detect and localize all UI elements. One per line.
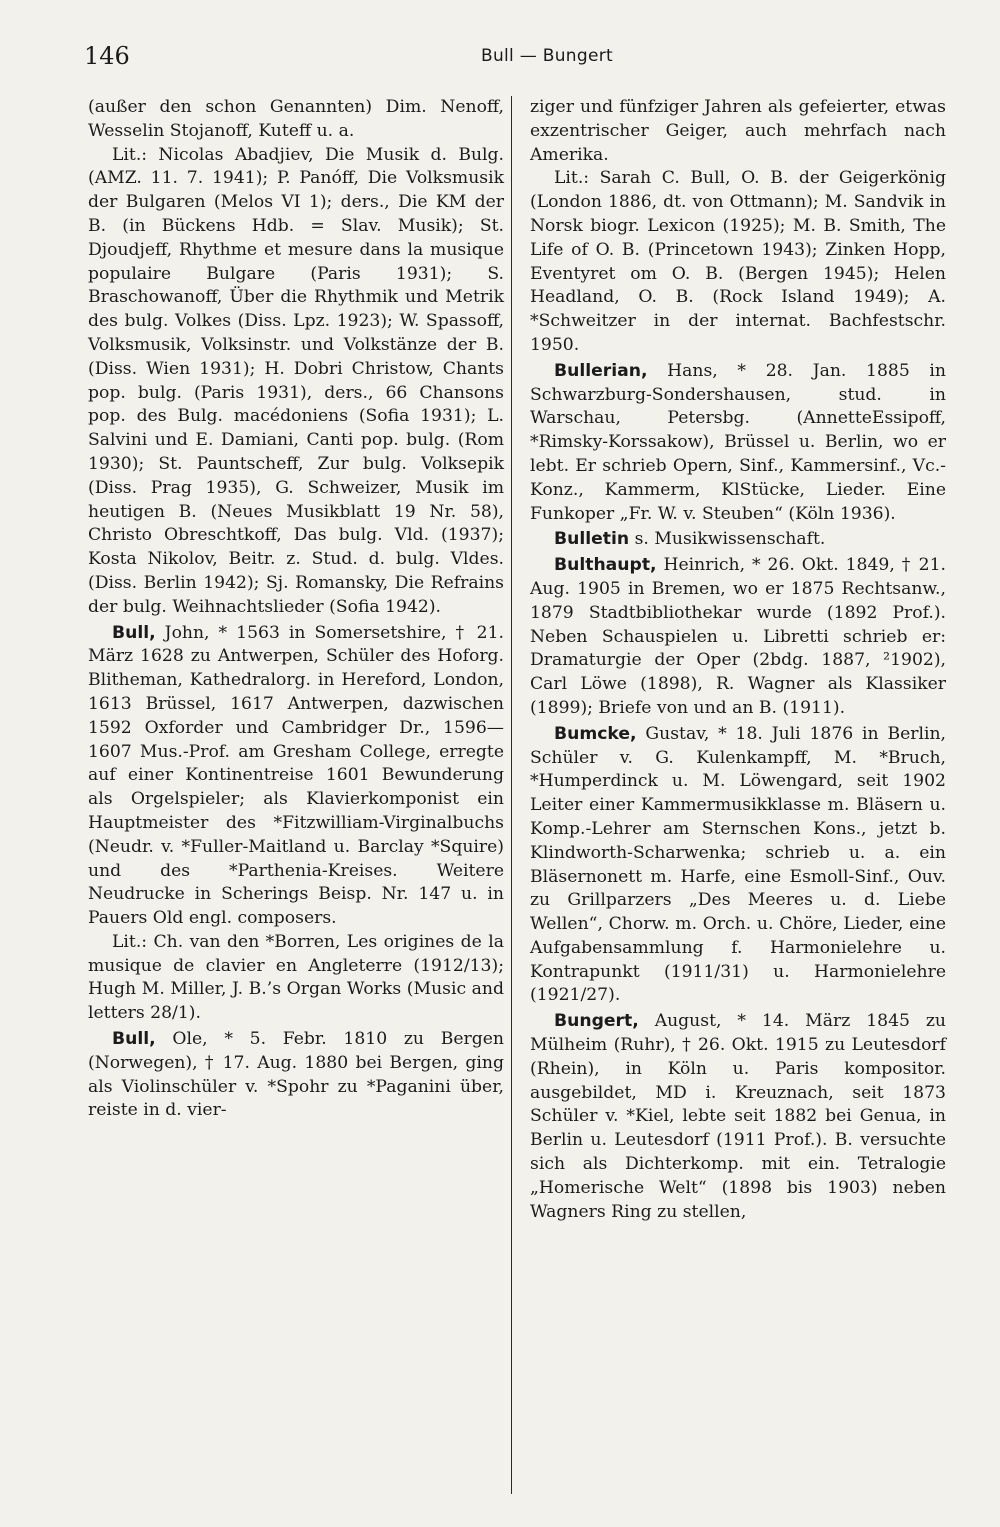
running-title: Bull — Bungert [480,46,613,66]
entry-text: John, * 1563 in Somersetshire, † 21. März 1628 zu Antwerpen, Schüler des Hoforg. Blitheman, Kathedralorg. in Hereford, London, 1613 Brüssel, 1617 Antwerpen, dazwischen 1592 Oxforder und Cambridger Dr., 1596—1607 Mus.-Prof. am Gresham College, erregte auf einer Kontinentreise 1601 Bewunderung als Orgelspieler; als Klavierkomponist ein Hauptmeister des *Fitzwilliam-Virginalbuchs (Neudr. v. *Fuller-Maitland u. Barclay *Squire) und des *Parthenia-Kreises. Weitere Neudrucke in Scherings Beisp. Nr. 147 u. in Pauers Old engl. composers. [88,622,504,929]
entry-headword: Bull, [112,1029,156,1050]
dictionary-entry [88,1028,504,1123]
entry-headword: Bumcke, [554,723,637,744]
entry-text: Heinrich, * 26. Okt. 1849, † 21. Aug. 1905 in Bremen, wo er 1875 Rechtsanw., 1879 Stadtbibliothekar wurde (1892 Prof.). Neben Schauspielen u. Libretti schrieb er: Dramaturgie der Oper (2bdg. 1887, ²1902), Carl Löwe (1898), R. Wagner als Klassiker (1899); Briefe von und an B. (1911). [530,555,946,718]
continuation-paragraph: (außer den schon Genannten) Dim. Nenoff, Wesselin Stojanoff, Kuteff u. a. [88,97,504,141]
entry-headword: Bulthaupt, [554,555,657,576]
entry-text: Hans, * 28. Jan. 1885 in Schwarzburg-Sondershausen, stud. in Warschau, Petersbg. (AnnetteEssipoff, *Rimsky-Korssakow), Brüssel u. Berlin, wo er lebt. Er schrieb Opern, Sinf., Kammersinf., Vc.-Konz., Kammerm, KlStücke, Lieder. Eine Funkoper „Fr. W. v. Steuben“ (Köln 1936). [530,360,946,524]
dictionary-entry [88,622,504,931]
literature-paragraph: Lit.: Sarah C. Bull, O. B. der Geigerkönig (London 1886, dt. von Ottmann); M. Sandvik in Norsk biogr. Lexicon (1925); M. B. Smith, The Life of O. B. (Princetown 1943); Zinken Hopp, Eventyret om O. B. (Bergen 1945); Helen Headland, O. B. (Rock Island 1949); A. *Schweitzer in der internat. Bachfestschr. 1950. [530,168,946,355]
entry-headword: Bullerian, [554,360,648,381]
entry-headword: Bulletin [554,529,630,550]
entry-text: s. Musikwissenschaft. [629,529,826,550]
dictionary-entry [530,554,946,721]
entry-text: Ole, * 5. Febr. 1810 zu Bergen (Norwegen), † 17. Aug. 1880 bei Bergen, ging als Violinschüler v. *Spohr zu *Paganini über, reiste in d. vier- [88,1029,504,1121]
page-header [84,40,950,80]
dictionary-entry [530,360,946,527]
entry-headword: Bull, [112,622,156,643]
right-column [530,96,946,1224]
entry-headword: Bungert, [554,1011,639,1032]
literature-paragraph: Lit.: Ch. van den *Borren, Les origines de la musique de clavier en Angleterre (1912/13); Hugh M. Miller, J. B.’s Organ Works (Music and letters 28/1). [88,931,504,1024]
column-divider [511,96,512,1494]
left-column [88,96,504,1123]
literature-paragraph: Lit.: Nicolas Abadjiev, Die Musik d. Bulg. (AMZ. 11. 7. 1941); P. Panóff, Die Volksmusik der Bulgaren (Melos VI 1); ders., Die KM der B. (in Bückens Hdb. = Slav. Musik); St. Djoudjeff, Rhythme et mesure dans la musique populaire Bulgare (Paris 1931); S. Braschowanoff, Über die Rhythmik und Metrik des bulg. Volkes (Diss. Lpz. 1923); W. Spassoff, Volksmusik, Volksinstr. und Volkstänze der B. (Diss. Wien 1931); H. Dobri Christow, Chants pop. bulg. (Paris 1931), ders., 66 Chansons pop. des Bulg. macédoniens (Sofia 1931); L. Salvini und E. Damiani, Canti pop. bulg. (Rom 1930); St. Pauntscheff, Zur bulg. Volksepik (Diss. Prag 1935), G. Schweizer, Musik im heutigen B. (Neues Musikblatt 19 Nr. 58), Christo Obreschtkoff, Das bulg. Vld. (1937); Kosta Nikolov, Beitr. z. Stud. d. bulg. Vldes. (Diss. Berlin 1942); Sj. Romansky, Die Refrains der bulg. Weihnachtslieder (Sofia 1942). [88,144,504,617]
dictionary-entry [530,1010,946,1224]
dictionary-entry [530,723,946,1009]
entry-text: Gustav, * 18. Juli 1876 in Berlin, Schüler v. G. Kulenkampff, M. *Bruch, *Humperdinck u. M. Löwengard, seit 1902 Leiter einer Kammermusikklasse m. Bläsern u. Komp.-Lehrer am Sternschen Kons., jetzt b. Klindworth-Scharwenka; schrieb u. a. ein Bläsernonett m. Harfe, eine Esmoll-Sinf., Ouv. zu Grillparzers „Des Meeres u. d. Liebe Wellen“, Chorw. m. Orch. u. Chöre, Lieder, eine Aufgabensammlung f. Harmonielehre u. Kontrapunkt (1911/31) u. Harmonielehre (1921/27). [530,723,946,1006]
continuation-paragraph: ziger und fünfziger Jahren als gefeierter, etwas exzentrischer Geiger, auch mehrfach nach Amerika. [530,97,946,165]
dictionary-entry [530,528,946,552]
page-number: 146 [84,42,130,70]
entry-text: August, * 14. März 1845 zu Mülheim (Ruhr), † 26. Okt. 1915 zu Leutesdorf (Rhein), in Köln u. Paris kompositor. ausgebildet, MD i. Kreuznach, seit 1873 Schüler v. *Kiel, lebte seit 1882 bei Genua, in Berlin u. Leutesdorf (1911 Prof.). B. versuchte sich als Dichterkomp. mit ein. Tetralogie „Homerische Welt“ (1898 bis 1903) neben Wagners Ring zu stellen, [530,1011,946,1222]
